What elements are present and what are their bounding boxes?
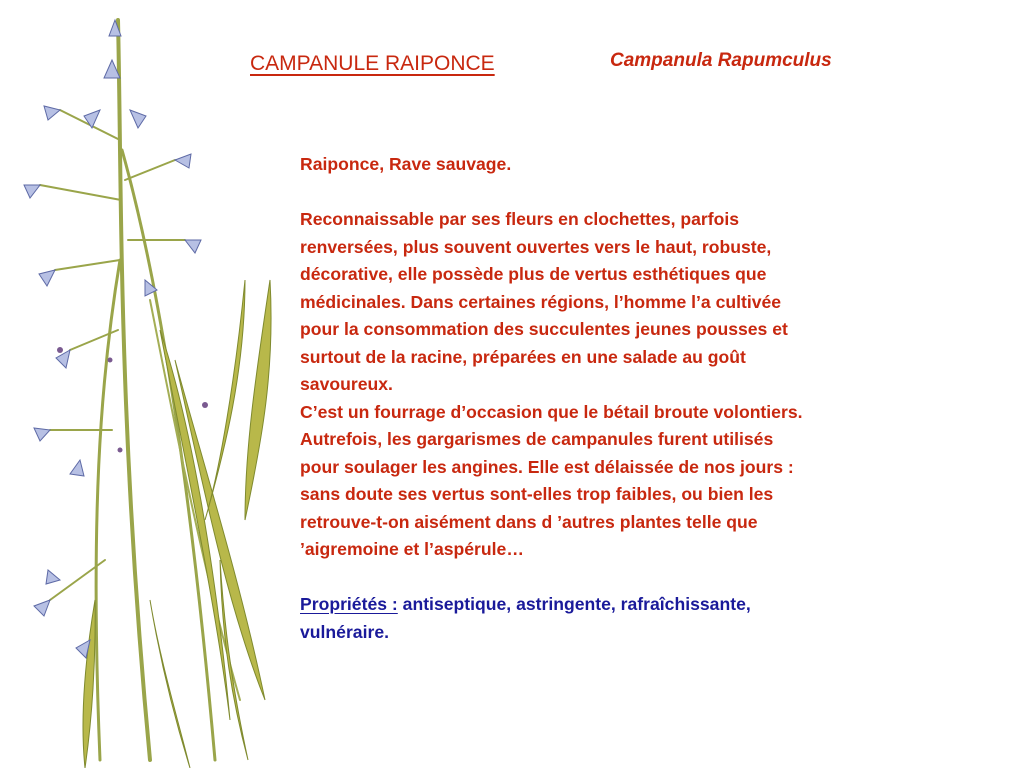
description-line: pour la consommation des succulentes jeunes pousses et: [300, 319, 788, 339]
description-line: pour soulager les angines. Elle est délaissée de nos jours :: [300, 456, 794, 477]
latin-name: Campanula Rapumculus: [610, 50, 832, 71]
description-line: sans doute ses vertus sont-elles trop faibles, ou bien les: [300, 484, 774, 504]
plant-illustration: [0, 0, 300, 768]
properties-line: [300, 591, 1000, 619]
properties-value-continued: vulnéraire.: [300, 621, 389, 642]
description-line: Reconnaissable par ses fleurs en clochettes, parfois: [300, 209, 740, 229]
description-line: C’est un fourrage d’occasion que le bétail broute volontiers.: [300, 401, 803, 422]
description-line: surtout de la racine, préparées en une salade au goût: [300, 346, 746, 367]
paragraph-spacer: [300, 564, 1000, 592]
properties-label: Propriétés :: [300, 594, 398, 614]
description-line: savoureux.: [300, 374, 393, 394]
description-line: médicinales. Dans certaines régions, l’homme l’a cultivée: [300, 291, 782, 312]
paragraph-spacer: [300, 179, 1000, 207]
properties-value: antiseptique, astringente, rafraîchissante,: [397, 594, 751, 614]
description-line: Autrefois, les gargarismes de campanules furent utilisés: [300, 429, 774, 449]
common-names: Raiponce, Rave sauvage.: [300, 154, 512, 174]
description-line: retrouve-t-on aisément dans d ’autres plantes telle que: [300, 511, 758, 532]
description-block: [300, 151, 1000, 646]
description-line: décorative, elle possède plus de vertus esthétiques que: [300, 264, 767, 284]
description-line: renversées, plus souvent ouvertes vers le haut, robuste,: [300, 236, 772, 257]
page-title: CAMPANULE RAIPONCE: [250, 52, 495, 75]
description-line: ’aigremoine et l’aspérule…: [300, 539, 524, 559]
